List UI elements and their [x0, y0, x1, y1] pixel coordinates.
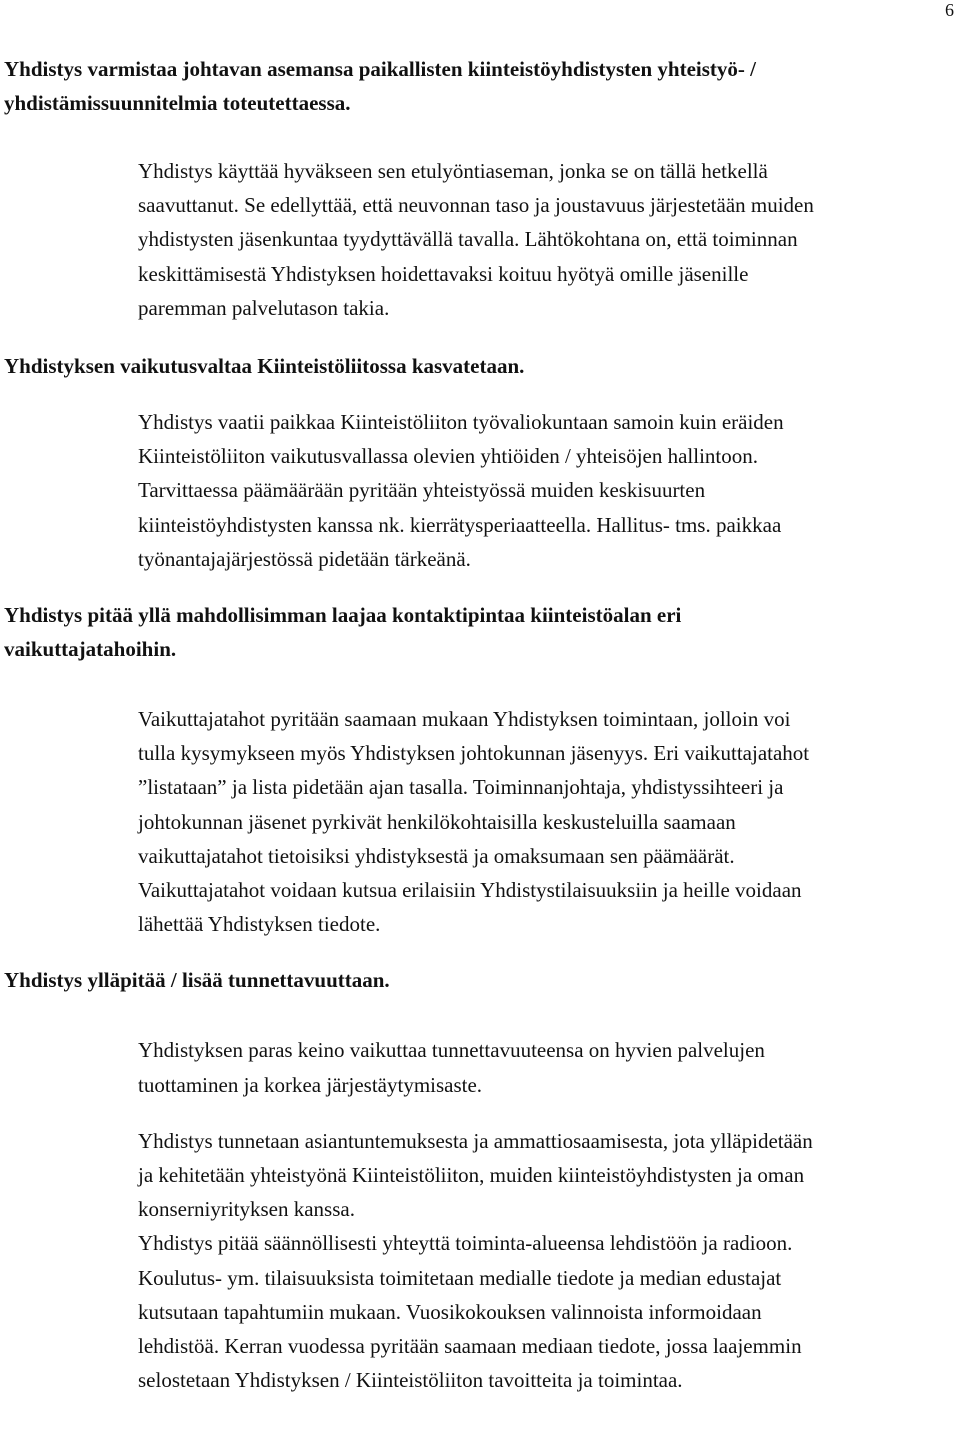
section-heading: Yhdistyksen vaikutusvaltaa Kiinteistöliitossa kasvatetaan. — [4, 354, 525, 379]
section-heading: Yhdistys ylläpitää / lisää tunnettavuuttaan. — [4, 968, 390, 993]
section-paragraph: Vaikuttajatahot pyritään saamaan mukaan Yhdistyksen toimintaan, jolloin voi tulla kysymykseen myös Yhdistyksen johtokunnan jäsenyys. Eri vaikuttajatahot ”listataan” ja lista pidetään ajan tasalla. Toiminnanjohtaja, yhdistyssihteeri ja johtokunnan jäsenet pyrkivät henkilökohtaisilla keskusteluilla saamaan vaikuttajatahot tietoisiksi yhdistyksestä ja omaksumaan sen päämäärät. Vaikuttajatahot voidaan kutsua erilaisiin Yhdistystilaisuuksiin ja heille voidaan lähettää Yhdistyksen tiedote. — [138, 707, 810, 937]
section-paragraph: Yhdistys käyttää hyväkseen sen etulyöntiaseman, jonka se on tällä hetkellä saavuttanut. Se edellyttää, että neuvonnan taso ja joustavuus järjestetään muiden yhdistysten jäsenkuntaa tyydyttävällä tavalla. Lähtökohtana on, että toiminnan keskittämisestä Yhdistyksen hoidettavaksi koituu hyötyä omille jäsenille paremman palvelutason takia. — [138, 159, 814, 320]
document-body — [4, 52, 954, 1397]
section-paragraph: Yhdistys vaatii paikkaa Kiinteistöliiton työvaliokuntaan samoin kuin eräiden Kiinteistöliiton vaikutusvallassa olevien yhtiöiden / yhteisöjen hallintoon. Tarvittaessa päämäärään pyritään yhteistyössä muiden keskisuurten kiinteistöyhdistysten kanssa nk. kierrätysperiaatteella. Hallitus- tms. paikkaa työnantajajärjestössä pidetään tärkeänä. — [138, 410, 784, 571]
section-heading: Yhdistys varmistaa johtavan asemansa paikallisten kiinteistöyhdistysten yhteistyö- / yhdistämissuunnitelmia toteutettaessa. — [4, 57, 756, 115]
section-paragraph: Yhdistys tunnetaan asiantuntemuksesta ja ammattiosaamisesta, jota ylläpidetään ja kehitetään yhteistyönä Kiinteistöliiton, muiden kiinteistöyhdistysten ja oman konserniyrityksen kanssa. Yhdistys pitää säännöllisesti yhteyttä toiminta-alueensa lehdistöön ja radioon. Koulutus- ym. tilaisuuksista toimitetaan medialle tiedote ja median edustajat kutsutaan tapahtumiin mukaan. Vuosikokouksen valinnoista informoidaan lehdistöä. Kerran vuodessa pyritään saamaan mediaan tiedote, jossa laajemmin selostetaan Yhdistyksen / Kiinteistöliiton tavoitteita ja toimintaa. — [138, 1128, 813, 1393]
page-number: 6 — [945, 0, 954, 20]
section-paragraph: Yhdistyksen paras keino vaikuttaa tunnettavuuteensa on hyvien palvelujen tuottaminen ja korkea järjestäytymisaste. — [138, 1038, 765, 1097]
section-heading: Yhdistys pitää yllä mahdollisimman laajaa kontaktipintaa kiinteistöalan eri vaikuttajatahoihin. — [4, 603, 682, 662]
